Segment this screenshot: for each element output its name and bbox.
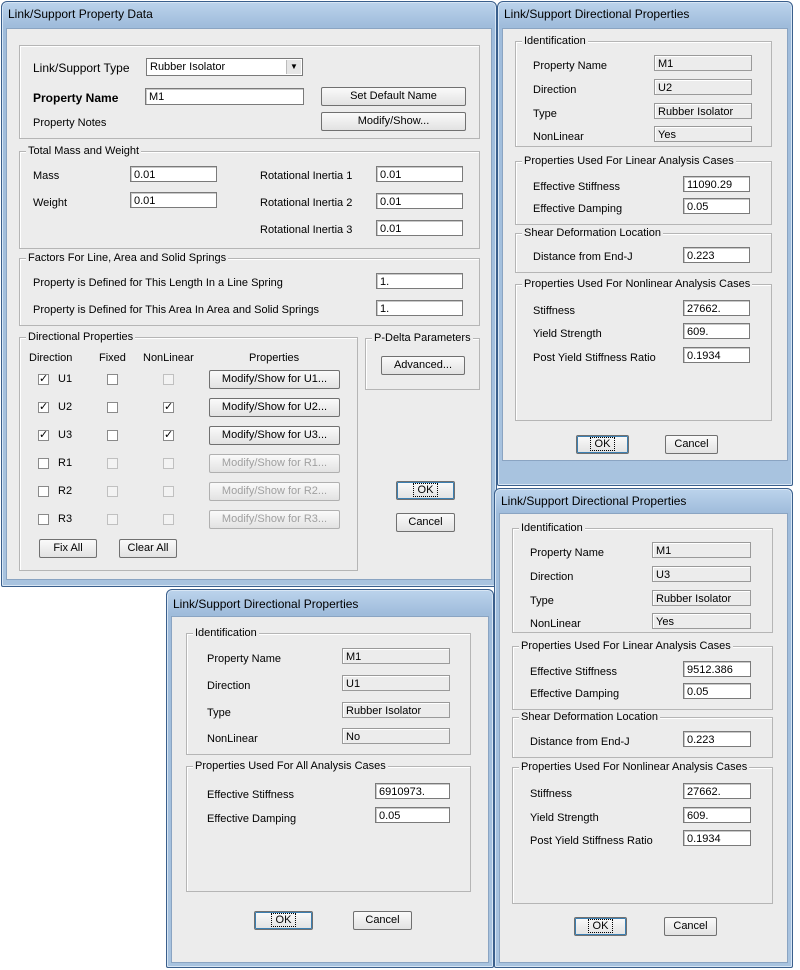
stiffness-input[interactable]: 27662. <box>683 783 751 799</box>
yield-strength-label: Yield Strength <box>530 812 599 824</box>
link-type-value: Rubber Isolator <box>150 61 226 73</box>
direction-u1-label: U1 <box>58 373 73 385</box>
property-name-field: M1 <box>342 648 450 664</box>
cancel-button[interactable]: Cancel <box>665 435 718 454</box>
effective-damping-label: Effective Damping <box>533 203 623 215</box>
identification-group-title: Identification <box>195 627 257 639</box>
direction-label: Direction <box>530 571 574 583</box>
directional-properties-u3-window <box>494 488 793 968</box>
window-title: Link/Support Directional Properties <box>504 7 690 21</box>
type-label: Type <box>530 595 554 607</box>
shear-group-title: Shear Deformation Location <box>521 711 658 723</box>
property-name-field: M1 <box>654 55 752 71</box>
fixed-r2-checkbox <box>107 486 118 497</box>
direction-r3-checkbox[interactable] <box>38 514 49 525</box>
length-label: Property is Defined for This Length In a Line Spring <box>33 277 283 289</box>
direction-u2-checkbox[interactable]: ✓ <box>39 401 49 413</box>
stiffness-input[interactable]: 27662. <box>683 300 750 316</box>
area-label: Property is Defined for This Area In Area and Solid Springs <box>33 304 319 316</box>
p-delta-group <box>365 332 480 390</box>
nonlinear-r2-checkbox <box>163 486 174 497</box>
direction-r1-label: R1 <box>58 457 73 469</box>
rot-inertia-2-input[interactable]: 0.01 <box>376 193 463 209</box>
mass-weight-group <box>19 145 480 249</box>
type-label: Type <box>533 108 557 120</box>
shear-deformation-group <box>515 227 772 273</box>
dialog-client <box>502 28 788 461</box>
post-yield-ratio-input[interactable]: 0.1934 <box>683 830 751 846</box>
nonlinear-u1-checkbox <box>163 374 174 385</box>
rot-inertia-3-input[interactable]: 0.01 <box>376 220 463 236</box>
identification-group <box>512 522 773 633</box>
post-yield-ratio-label: Post Yield Stiffness Ratio <box>533 352 656 364</box>
cancel-button[interactable]: Cancel <box>353 911 412 930</box>
modify-show-r3-button: Modify/Show for R3... <box>209 510 340 529</box>
all-analysis-group-title: Properties Used For All Analysis Cases <box>195 760 386 772</box>
directional-group-title: Directional Properties <box>28 331 134 343</box>
link-type-dropdown[interactable] <box>146 58 303 76</box>
effective-stiffness-input[interactable]: 9512.386 <box>683 661 751 677</box>
effective-stiffness-label: Effective Stiffness <box>530 666 618 678</box>
effective-stiffness-input[interactable]: 6910973. <box>375 783 450 799</box>
nonlinear-u2-checkbox[interactable]: ✓ <box>164 401 174 413</box>
dialog-client <box>171 616 489 963</box>
linear-group-title: Properties Used For Linear Analysis Cases <box>524 155 734 167</box>
weight-input[interactable]: 0.01 <box>130 192 217 208</box>
mass-label: Mass <box>33 170 60 182</box>
fixed-r1-checkbox <box>107 458 118 469</box>
shear-deformation-group <box>512 711 773 758</box>
col-nonlinear: NonLinear <box>143 352 194 364</box>
property-name-field: M1 <box>652 542 751 558</box>
post-yield-ratio-input[interactable]: 0.1934 <box>683 347 750 363</box>
type-field: Rubber Isolator <box>654 103 752 119</box>
directional-properties-u2-window <box>497 1 793 486</box>
type-field: Rubber Isolator <box>652 590 751 606</box>
effective-stiffness-label: Effective Stiffness <box>533 181 621 193</box>
ok-button[interactable] <box>576 435 629 454</box>
fixed-u3-checkbox[interactable] <box>107 430 118 441</box>
nonlinear-label: NonLinear <box>533 131 584 143</box>
effective-damping-label: Effective Damping <box>207 813 297 825</box>
nonlinear-field: Yes <box>654 126 752 142</box>
stiffness-label: Stiffness <box>530 788 572 800</box>
area-input[interactable]: 1. <box>376 300 463 316</box>
fix-all-button[interactable]: Fix All <box>39 539 97 558</box>
nonlinear-group-title: Properties Used For Nonlinear Analysis Cases <box>524 278 751 290</box>
yield-strength-input[interactable]: 609. <box>683 323 750 339</box>
yield-strength-input[interactable]: 609. <box>683 807 751 823</box>
nonlinear-label: NonLinear <box>530 618 581 630</box>
fixed-u1-checkbox[interactable] <box>107 374 118 385</box>
modify-show-u1-button[interactable]: Modify/Show for U1... <box>209 370 340 389</box>
direction-u1-checkbox[interactable]: ✓ <box>39 373 49 385</box>
direction-label: Direction <box>533 84 577 96</box>
ok-button[interactable] <box>254 911 313 930</box>
property-name-input[interactable]: M1 <box>145 88 304 105</box>
identification-group-title: Identification <box>524 35 586 47</box>
effective-damping-label: Effective Damping <box>530 688 620 700</box>
nonlinear-field: No <box>342 728 450 744</box>
window-title: Link/Support Directional Properties <box>501 494 687 508</box>
effective-damping-input[interactable]: 0.05 <box>683 683 751 699</box>
rot-inertia-2-label: Rotational Inertia 2 <box>260 197 353 209</box>
type-label: Type <box>207 707 231 719</box>
chevron-down-icon[interactable]: ▼ <box>286 60 301 74</box>
distance-label: Distance from End-J <box>533 251 633 263</box>
p-delta-group-title: P-Delta Parameters <box>374 332 471 344</box>
clear-all-button[interactable]: Clear All <box>119 539 177 558</box>
nonlinear-field: Yes <box>652 613 751 629</box>
rot-inertia-1-label: Rotational Inertia 1 <box>260 170 353 182</box>
distance-input[interactable]: 0.223 <box>683 247 750 263</box>
direction-field: U1 <box>342 675 450 691</box>
yield-strength-label: Yield Strength <box>533 328 602 340</box>
ok-button[interactable] <box>574 917 627 936</box>
property-name-label: Property Name <box>530 547 604 559</box>
linear-analysis-group <box>515 155 772 225</box>
ok-label: OK <box>413 483 439 497</box>
directional-properties-group <box>19 331 358 571</box>
nonlinear-analysis-group <box>512 761 773 904</box>
ok-button[interactable] <box>396 481 455 500</box>
direction-field: U2 <box>654 79 752 95</box>
direction-r2-label: R2 <box>58 485 73 497</box>
linear-group-title: Properties Used For Linear Analysis Cases <box>521 640 731 652</box>
property-name-label: Property Name <box>533 60 607 72</box>
link-type-label: Link/Support Type <box>33 61 130 75</box>
advanced-button[interactable]: Advanced... <box>381 356 465 375</box>
type-field: Rubber Isolator <box>342 702 450 718</box>
factors-group-title: Factors For Line, Area and Solid Springs <box>28 252 227 264</box>
property-name-label: Property Name <box>33 91 119 105</box>
dialog-client <box>499 513 788 963</box>
link-support-property-data-window <box>1 1 497 587</box>
set-default-name-button[interactable]: Set Default Name <box>321 87 466 106</box>
effective-stiffness-input[interactable]: 11090.29 <box>683 176 750 192</box>
ok-label: OK <box>590 437 616 451</box>
effective-damping-input[interactable]: 0.05 <box>375 807 450 823</box>
general-group <box>19 45 480 139</box>
stiffness-label: Stiffness <box>533 305 575 317</box>
distance-label: Distance from End-J <box>530 736 630 748</box>
property-name-label: Property Name <box>207 653 281 665</box>
window-title: Link/Support Property Data <box>8 7 153 21</box>
nonlinear-r1-checkbox <box>163 458 174 469</box>
direction-r1-checkbox[interactable] <box>38 458 49 469</box>
nonlinear-u3-checkbox[interactable]: ✓ <box>164 429 174 441</box>
col-fixed: Fixed <box>99 352 126 364</box>
post-yield-ratio-label: Post Yield Stiffness Ratio <box>530 835 653 847</box>
direction-u2-label: U2 <box>58 401 73 413</box>
direction-u3-checkbox[interactable]: ✓ <box>39 429 49 441</box>
window-title: Link/Support Directional Properties <box>173 597 359 611</box>
rot-inertia-1-input[interactable]: 0.01 <box>376 166 463 182</box>
cancel-button[interactable]: Cancel <box>396 513 455 532</box>
direction-field: U3 <box>652 566 751 582</box>
shear-group-title: Shear Deformation Location <box>524 227 661 239</box>
modify-show-r2-button: Modify/Show for R2... <box>209 482 340 501</box>
property-notes-label: Property Notes <box>33 117 107 129</box>
nonlinear-label: NonLinear <box>207 733 258 745</box>
distance-input[interactable]: 0.223 <box>683 731 751 747</box>
identification-group <box>186 627 471 755</box>
direction-u3-label: U3 <box>58 429 73 441</box>
all-analysis-group <box>186 760 471 892</box>
effective-stiffness-label: Effective Stiffness <box>207 789 295 801</box>
col-direction: Direction <box>29 352 73 364</box>
weight-label: Weight <box>33 197 68 209</box>
modify-show-notes-button[interactable]: Modify/Show... <box>321 112 466 131</box>
col-properties: Properties <box>249 352 300 364</box>
length-input[interactable]: 1. <box>376 273 463 289</box>
fixed-u2-checkbox[interactable] <box>107 402 118 413</box>
directional-properties-u1-window <box>166 589 494 968</box>
ok-label: OK <box>271 913 297 927</box>
nonlinear-r3-checkbox <box>163 514 174 525</box>
modify-show-r1-button: Modify/Show for R1... <box>209 454 340 473</box>
linear-analysis-group <box>512 640 773 710</box>
fixed-r3-checkbox <box>107 514 118 525</box>
nonlinear-group-title: Properties Used For Nonlinear Analysis Cases <box>521 761 748 773</box>
direction-label: Direction <box>207 680 251 692</box>
modify-show-u3-button[interactable]: Modify/Show for U3... <box>209 426 340 445</box>
modify-show-u2-button[interactable]: Modify/Show for U2... <box>209 398 340 417</box>
dialog-client <box>6 28 492 580</box>
mass-input[interactable]: 0.01 <box>130 166 217 182</box>
ok-label: OK <box>588 919 614 933</box>
nonlinear-analysis-group <box>515 278 772 421</box>
cancel-button[interactable]: Cancel <box>664 917 717 936</box>
rot-inertia-3-label: Rotational Inertia 3 <box>260 224 353 236</box>
identification-group <box>515 35 772 147</box>
factors-group <box>19 252 480 326</box>
identification-group-title: Identification <box>521 522 583 534</box>
direction-r2-checkbox[interactable] <box>38 486 49 497</box>
direction-r3-label: R3 <box>58 513 73 525</box>
effective-damping-input[interactable]: 0.05 <box>683 198 750 214</box>
mass-weight-group-title: Total Mass and Weight <box>28 145 140 157</box>
